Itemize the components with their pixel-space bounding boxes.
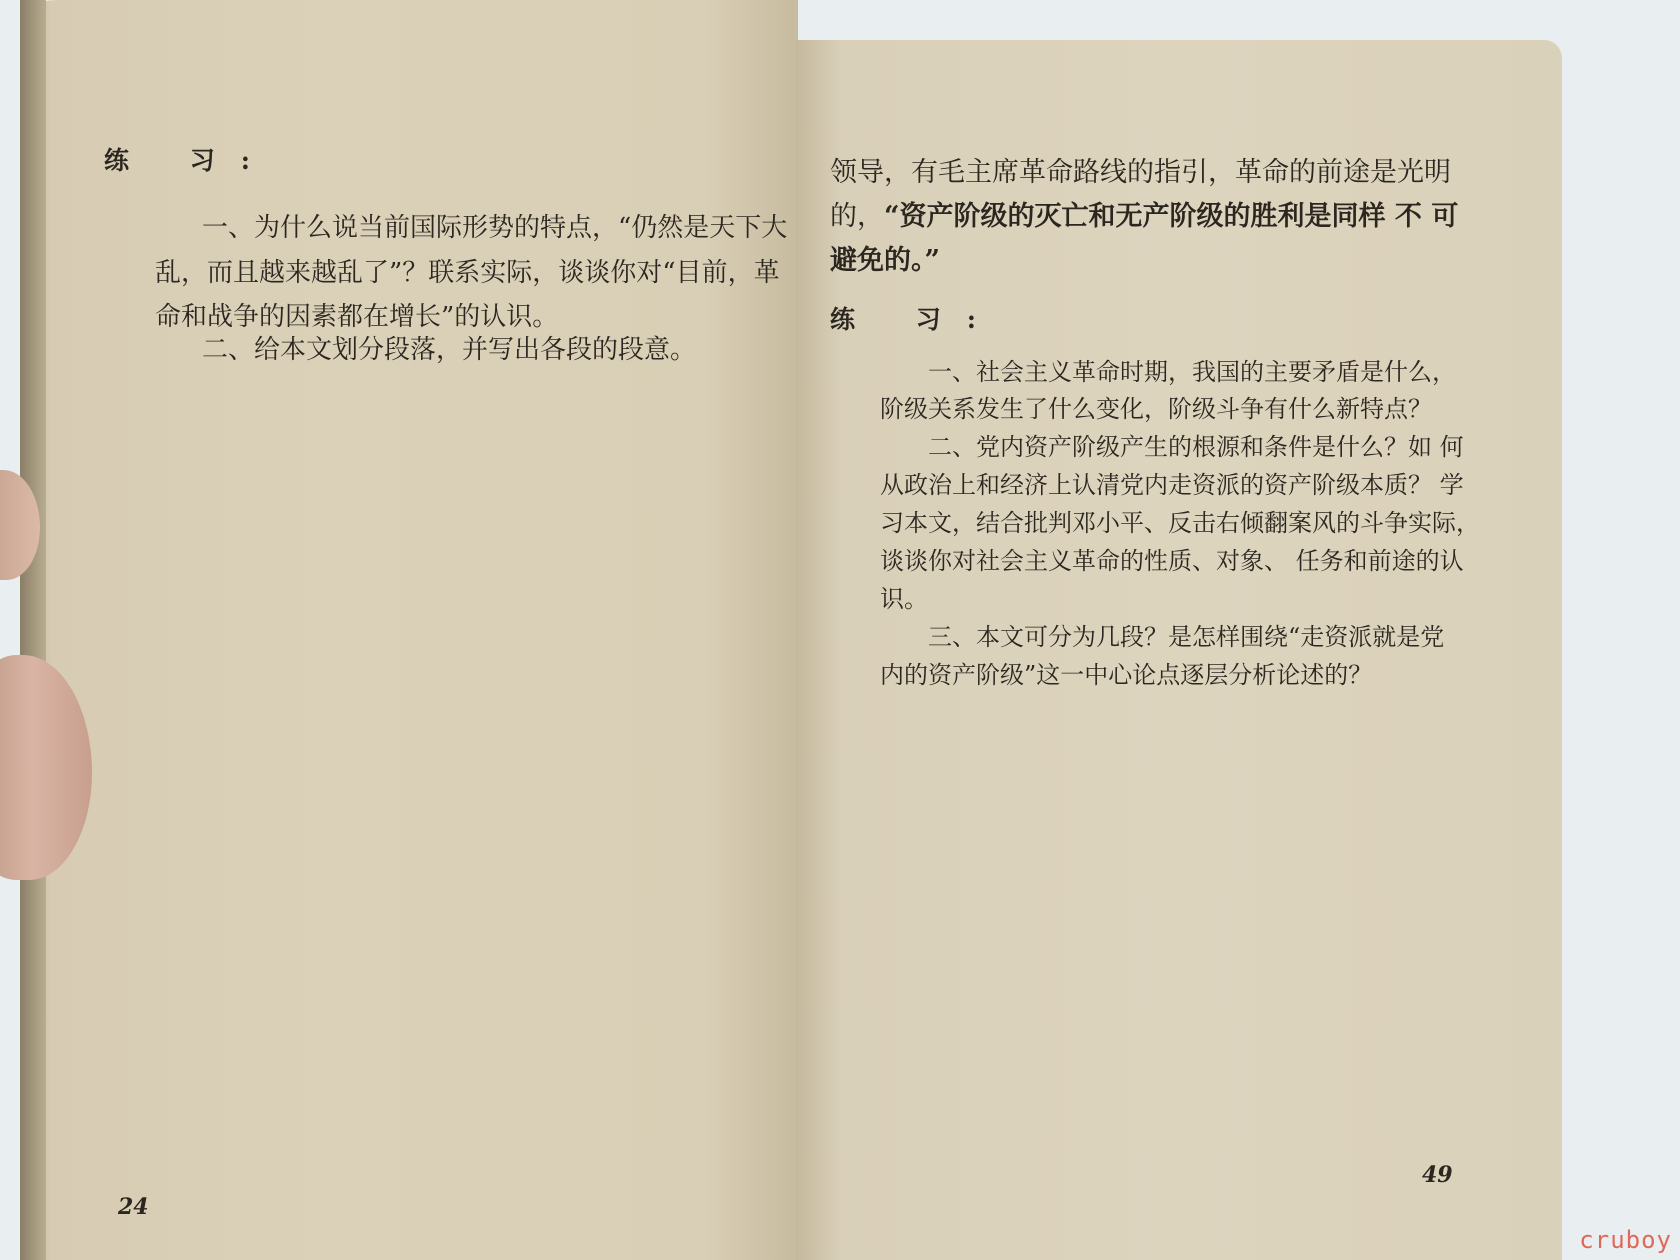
page-edge — [20, 0, 46, 1260]
right-q3-line1: 三、本文可分为几段？是怎样围绕“走资派就是党 — [928, 623, 1445, 651]
right-paragraph-line2-lead: 的， — [830, 201, 884, 232]
left-q2-line1: 二、给本文划分段落，并写出各段的段意。 — [202, 335, 697, 365]
right-paragraph-line1: 领导，有毛主席革命路线的指引，革命的前途是光明 — [830, 157, 1451, 188]
right-paragraph-line3: 避免的。” — [830, 245, 941, 276]
left-q1-line2: 乱，而且越来越乱了”？联系实际，谈谈你对“目前，革 — [155, 258, 780, 288]
right-q2-line4: 谈谈你对社会主义革命的性质、对象、 任务和前途的认 — [880, 547, 1464, 575]
right-q3-line2: 内的资产阶级”这一中心论点逐层分析论述的？ — [880, 661, 1373, 689]
right-paragraph-line2 — [830, 194, 1458, 240]
right-q2-line2: 从政治上和经济上认清党内走资派的资产阶级本质？ 学 — [880, 471, 1464, 499]
right-heading: 练 习: — [830, 305, 1002, 334]
right-quote: “资产阶级的灭亡和无产阶级的胜利是同样 不 可 — [884, 201, 1459, 232]
left-heading: 练 习: — [104, 146, 276, 175]
right-q1-line1: 一、社会主义革命时期，我国的主要矛盾是什么， — [928, 358, 1456, 386]
left-q1-line3: 命和战争的因素都在增长”的认识。 — [155, 302, 559, 332]
watermark: cruboy — [1579, 1226, 1672, 1254]
left-q1-line1: 一、为什么说当前国际形势的特点，“仍然是天下大 — [202, 213, 788, 243]
left-page-number: 24 — [118, 1194, 149, 1220]
right-q2-line1: 二、党内资产阶级产生的根源和条件是什么？如 何 — [928, 433, 1464, 461]
right-q2-line3: 习本文，结合批判邓小平、反击右倾翻案风的斗争实际， — [880, 509, 1480, 537]
right-q2-line5: 识。 — [880, 585, 928, 613]
left-page — [20, 0, 798, 1260]
right-page-number: 49 — [1422, 1162, 1453, 1188]
right-q1-line2: 阶级关系发生了什么变化，阶级斗争有什么新特点？ — [880, 395, 1432, 423]
